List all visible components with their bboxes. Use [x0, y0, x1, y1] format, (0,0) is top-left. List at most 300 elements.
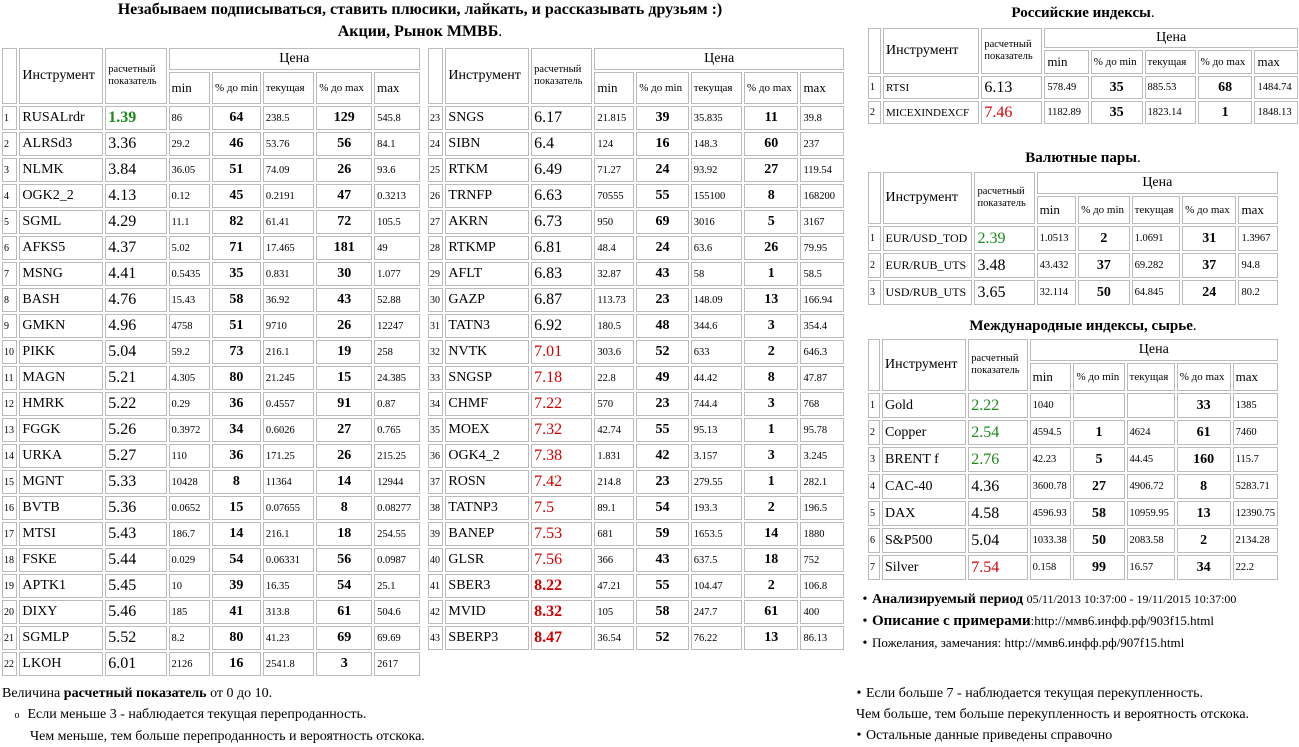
indicator-value: 5.22 — [105, 392, 166, 416]
pct-to-max: 1 — [744, 262, 798, 286]
col-price-header: Цена — [1044, 28, 1298, 48]
min-value: 0.158 — [1030, 555, 1072, 580]
col-indicator-header: расчетный показатель — [974, 172, 1034, 224]
row-number: 15 — [2, 470, 17, 494]
pct-to-min: 1 — [1073, 420, 1124, 445]
instrument-name: AFKS5 — [19, 236, 103, 260]
indicator-value: 3.84 — [105, 158, 166, 182]
min-value: 71.27 — [594, 158, 634, 182]
instrument-name: OGK2_2 — [19, 184, 103, 208]
row-number: 5 — [868, 501, 880, 526]
col-pct-max-header: % до max — [1198, 50, 1253, 74]
min-value: 570 — [594, 392, 634, 416]
row-number: 39 — [428, 522, 443, 546]
min-value: 2126 — [169, 652, 210, 676]
current-value: 0.07655 — [263, 496, 314, 520]
instrument-name: EUR/RUB_UTS — [883, 253, 973, 278]
instrument-name: HMRK — [19, 392, 103, 416]
current-value: 637.5 — [691, 548, 742, 572]
pct-to-max: 2 — [744, 574, 798, 598]
max-value: 69.69 — [374, 626, 420, 650]
min-value: 4594.5 — [1030, 420, 1072, 445]
instrument-name: SBER3 — [445, 574, 529, 598]
indicator-value: 8.22 — [531, 574, 592, 598]
indicator-value: 5.45 — [105, 574, 166, 598]
max-value: 1.077 — [374, 262, 420, 286]
pct-to-min: 48 — [636, 314, 688, 338]
indicator-value: 5.33 — [105, 470, 166, 494]
min-value: 8.2 — [169, 626, 210, 650]
wishes-link[interactable]: Пожелания, замечания: http://ммв6.инфф.рф/907f15.html — [872, 635, 1185, 650]
table-row — [2, 184, 420, 208]
fr-l3: Остальные данные приведены справочно — [866, 728, 1113, 743]
ru-indices-title: Российские индексы. — [1011, 5, 1155, 21]
row-number: 12 — [2, 392, 17, 416]
max-value: 168200 — [800, 184, 844, 208]
pct-to-min: 24 — [636, 158, 688, 182]
min-value: 180.5 — [594, 314, 634, 338]
table-row — [2, 366, 420, 390]
pct-to-min: 24 — [636, 236, 688, 260]
table-row — [868, 447, 1278, 472]
max-value: 0.08277 — [374, 496, 420, 520]
min-value: 0.12 — [169, 184, 210, 208]
row-number: 37 — [428, 470, 443, 494]
indicator-value: 6.63 — [531, 184, 592, 208]
indicator-value: 2.76 — [968, 447, 1027, 472]
header-row — [868, 28, 1298, 48]
fx-title: Валютные пары. — [1025, 150, 1141, 166]
max-value: 52.88 — [374, 288, 420, 312]
max-value: 768 — [800, 392, 844, 416]
desc-link[interactable]: :http://ммв6.инфф.рф/903f15.html — [1030, 613, 1215, 628]
footer-left-line2: o Если меньше 3 - наблюдается текущая перепроданность. — [14, 707, 367, 722]
table-row — [428, 236, 844, 260]
pct-to-max: 47 — [316, 184, 372, 208]
col-max-header: max — [1254, 50, 1298, 74]
min-value: 3600.78 — [1030, 474, 1072, 499]
min-value: 43.432 — [1037, 253, 1076, 278]
instrument-name: PIKK — [19, 340, 103, 364]
pct-to-max: 2 — [744, 496, 798, 520]
pct-to-max: 3 — [316, 652, 372, 676]
col-price-header: Цена — [169, 48, 420, 70]
col-pct-max-header: % до max — [744, 72, 798, 104]
min-value: 1.831 — [594, 444, 634, 468]
pct-to-min: 16 — [636, 132, 688, 156]
table-row — [868, 555, 1278, 580]
table-row — [428, 496, 844, 520]
current-value: 216.1 — [263, 522, 314, 546]
max-value: 0.0987 — [374, 548, 420, 572]
row-number: 19 — [2, 574, 17, 598]
pct-to-max: 14 — [316, 470, 372, 494]
pct-to-max: 129 — [316, 106, 372, 130]
max-value: 215.25 — [374, 444, 420, 468]
table-row — [868, 501, 1278, 526]
col-min-header: min — [594, 72, 634, 104]
pct-to-max: 14 — [744, 522, 798, 546]
instrument-name: FSKE — [19, 548, 103, 572]
pct-to-min: 23 — [636, 288, 688, 312]
pct-to-min: 50 — [1073, 528, 1124, 553]
indicator-value: 6.81 — [531, 236, 592, 260]
max-value: 1880 — [800, 522, 844, 546]
row-number: 2 — [2, 132, 17, 156]
current-value: 64.845 — [1132, 280, 1180, 305]
row-number: 11 — [2, 366, 17, 390]
table-row — [868, 76, 1298, 99]
current-value: 61.41 — [263, 210, 314, 234]
current-value: 16.35 — [263, 574, 314, 598]
max-value: 12390.75 — [1233, 501, 1278, 526]
pct-to-min: 43 — [636, 548, 688, 572]
stocks-table-right — [426, 46, 846, 652]
pct-to-min: 59 — [636, 522, 688, 546]
min-value: 1040 — [1030, 393, 1072, 418]
max-value: 354.4 — [800, 314, 844, 338]
pct-to-min: 80 — [212, 366, 261, 390]
fl-l1a: Величина — [2, 686, 64, 701]
pct-to-min: 99 — [1073, 555, 1124, 580]
col-max-header: max — [374, 72, 420, 104]
max-value: 196.5 — [800, 496, 844, 520]
row-number: 42 — [428, 600, 443, 624]
pct-to-min: 37 — [1078, 253, 1129, 278]
table-row — [2, 418, 420, 442]
current-value: 279.55 — [691, 470, 742, 494]
indicator-value: 6.83 — [531, 262, 592, 286]
max-value: 80.2 — [1238, 280, 1278, 305]
current-value: 4624 — [1127, 420, 1175, 445]
min-value: 48.4 — [594, 236, 634, 260]
indicator-value: 7.56 — [531, 548, 592, 572]
pct-to-max: 1 — [744, 470, 798, 494]
max-value: 119.54 — [800, 158, 844, 182]
pct-to-max: 27 — [744, 158, 798, 182]
row-number: 30 — [428, 288, 443, 312]
pct-to-min: 39 — [212, 574, 261, 598]
row-number: 4 — [2, 184, 17, 208]
table-row — [2, 262, 420, 286]
instrument-name: Silver — [882, 555, 966, 580]
table-row — [2, 158, 420, 182]
col-pct-max-header: % до max — [1182, 196, 1236, 224]
col-pct-min-header: % до min — [1078, 196, 1129, 224]
pct-to-min: 2 — [1078, 226, 1129, 251]
min-value: 86 — [169, 106, 210, 130]
footer-right-line1: • Если больше 7 - наблюдается текущая перекупленность. — [856, 686, 1204, 701]
table-row — [2, 574, 420, 598]
pct-to-min: 55 — [636, 574, 688, 598]
col-instrument-header: Инструмент — [883, 172, 973, 224]
pct-to-max: 181 — [316, 236, 372, 260]
row-number: 35 — [428, 418, 443, 442]
indicator-value: 6.13 — [981, 76, 1042, 99]
row-number: 20 — [2, 600, 17, 624]
current-value: 313.8 — [263, 600, 314, 624]
current-value: 238.5 — [263, 106, 314, 130]
min-value: 36.54 — [594, 626, 634, 650]
max-value: 400 — [800, 600, 844, 624]
row-number: 32 — [428, 340, 443, 364]
indicator-value: 5.43 — [105, 522, 166, 546]
pct-to-min: 51 — [212, 158, 261, 182]
min-value: 366 — [594, 548, 634, 572]
col-current-header: текущая — [1132, 196, 1180, 224]
row-number: 27 — [428, 210, 443, 234]
max-value: 7460 — [1233, 420, 1278, 445]
min-value: 0.3972 — [169, 418, 210, 442]
current-value: 885.53 — [1145, 76, 1196, 99]
pct-to-min: 58 — [1073, 501, 1124, 526]
min-value: 21.815 — [594, 106, 634, 130]
instrument-name: MGNT — [19, 470, 103, 494]
row-number: 25 — [428, 158, 443, 182]
pct-to-min: 35 — [212, 262, 261, 286]
instrument-name: LKOH — [19, 652, 103, 676]
pct-to-min: 23 — [636, 392, 688, 416]
pct-to-min: 27 — [1073, 474, 1124, 499]
row-number: 6 — [868, 528, 880, 553]
row-number: 36 — [428, 444, 443, 468]
max-value: 0.765 — [374, 418, 420, 442]
instrument-name: Copper — [882, 420, 966, 445]
wishes-note: • Пожелания, замечания: http://ммв6.инфф.рф/907f15.html — [862, 635, 1185, 651]
pct-to-max: 13 — [744, 626, 798, 650]
table-row — [428, 548, 844, 572]
min-value: 36.05 — [169, 158, 210, 182]
col-pct-min-header: % до min — [1073, 363, 1124, 391]
pct-to-min: 15 — [212, 496, 261, 520]
row-number: 4 — [868, 474, 880, 499]
current-value: 93.92 — [691, 158, 742, 182]
row-number: 41 — [428, 574, 443, 598]
min-value: 1.0513 — [1037, 226, 1076, 251]
col-pct-min-header: % до min — [212, 72, 261, 104]
footer-right-line2 — [852, 704, 1249, 725]
col-instrument-header: Инструмент — [882, 339, 966, 391]
current-value: 148.3 — [691, 132, 742, 156]
row-number: 7 — [868, 555, 880, 580]
col-current-header: текущая — [691, 72, 742, 104]
row-number: 3 — [2, 158, 17, 182]
col-instrument-header: Инструмент — [19, 48, 103, 104]
current-value: 0.831 — [263, 262, 314, 286]
max-value: 12247 — [374, 314, 420, 338]
row-number: 31 — [428, 314, 443, 338]
max-value: 94.8 — [1238, 253, 1278, 278]
indicator-value: 4.96 — [105, 314, 166, 338]
instrument-name: ALRSd3 — [19, 132, 103, 156]
pct-to-max: 8 — [744, 184, 798, 208]
pct-to-min: 23 — [636, 470, 688, 494]
footer-left-line1 — [2, 683, 425, 704]
indicator-value: 7.54 — [968, 555, 1027, 580]
col-price-header: Цена — [594, 48, 844, 70]
max-value: 545.8 — [374, 106, 420, 130]
max-value: 254.55 — [374, 522, 420, 546]
row-number: 17 — [2, 522, 17, 546]
max-value: 646.3 — [800, 340, 844, 364]
col-indicator-header: расчетный показатель — [981, 28, 1042, 74]
max-value: 86.13 — [800, 626, 844, 650]
instrument-name: APTK1 — [19, 574, 103, 598]
min-value: 578.49 — [1044, 76, 1088, 99]
instrument-name: RUSALrdr — [19, 106, 103, 130]
pct-to-min: 42 — [636, 444, 688, 468]
table-row — [428, 132, 844, 156]
current-value: 21.245 — [263, 366, 314, 390]
fl-l1b: расчетный показатель — [63, 686, 207, 701]
indicator-value: 1.39 — [105, 106, 166, 130]
indicator-value: 4.76 — [105, 288, 166, 312]
title-dot: . — [498, 23, 503, 40]
period-label: Анализируемый период — [872, 592, 1024, 607]
max-value: 24.385 — [374, 366, 420, 390]
pct-to-max: 5 — [744, 210, 798, 234]
table-row — [2, 288, 420, 312]
pct-to-max: 11 — [744, 106, 798, 130]
instrument-name: OGK4_2 — [445, 444, 529, 468]
min-value: 10428 — [169, 470, 210, 494]
indicator-value: 4.36 — [968, 474, 1027, 499]
footer-left — [2, 683, 425, 747]
instrument-name: SIBN — [445, 132, 529, 156]
col-max-header: max — [1238, 196, 1278, 224]
table-row — [428, 288, 844, 312]
fr-l1: Если больше 7 - наблюдается текущая перекупленность. — [866, 686, 1204, 701]
header-line1: Незабываем подписываться, ставить плюсики, лайкать, и рассказывать друзьям :) — [117, 1, 723, 18]
min-value: 10 — [169, 574, 210, 598]
current-value: 16.57 — [1127, 555, 1175, 580]
row-number: 2 — [868, 420, 880, 445]
pct-to-max: 1 — [1198, 101, 1253, 124]
max-value: 115.7 — [1233, 447, 1278, 472]
pct-to-max: 13 — [744, 288, 798, 312]
pct-to-max: 26 — [316, 444, 372, 468]
instrument-name: BASH — [19, 288, 103, 312]
row-number: 24 — [428, 132, 443, 156]
instrument-name: GAZP — [445, 288, 529, 312]
pct-to-min: 80 — [212, 626, 261, 650]
instrument-name: RTKM — [445, 158, 529, 182]
min-value: 0.0652 — [169, 496, 210, 520]
col-num-header — [868, 172, 881, 224]
min-value: 1033.38 — [1030, 528, 1072, 553]
current-value — [1127, 393, 1175, 418]
table-row — [428, 158, 844, 182]
indicator-value: 5.36 — [105, 496, 166, 520]
period-value: 05/11/2013 10:37:00 - 19/11/2015 10:37:00 — [1026, 592, 1237, 606]
table-row — [428, 106, 844, 130]
pct-to-max: 56 — [316, 132, 372, 156]
table-row — [428, 210, 844, 234]
pct-to-max: 13 — [1177, 501, 1231, 526]
current-value: 104.47 — [691, 574, 742, 598]
col-indicator-header: расчетный показатель — [968, 339, 1027, 391]
min-value: 70555 — [594, 184, 634, 208]
min-value: 22.8 — [594, 366, 634, 390]
min-value: 950 — [594, 210, 634, 234]
current-value: 744.4 — [691, 392, 742, 416]
indicator-value: 7.18 — [531, 366, 592, 390]
max-value: 1848.13 — [1254, 101, 1298, 124]
pct-to-max: 72 — [316, 210, 372, 234]
table-row — [2, 106, 420, 130]
current-value: 69.282 — [1132, 253, 1180, 278]
current-value: 36.92 — [263, 288, 314, 312]
indicator-value: 4.13 — [105, 184, 166, 208]
max-value: 282.1 — [800, 470, 844, 494]
row-number: 16 — [2, 496, 17, 520]
current-value: 10959.95 — [1127, 501, 1175, 526]
current-value: 193.3 — [691, 496, 742, 520]
col-current-header: текущая — [263, 72, 314, 104]
intl-title: Международные индексы, сырье. — [969, 318, 1197, 334]
max-value: 3.245 — [800, 444, 844, 468]
max-value: 0.3213 — [374, 184, 420, 208]
pct-to-min: 51 — [212, 314, 261, 338]
max-value: 2134.28 — [1233, 528, 1278, 553]
current-value: 171.25 — [263, 444, 314, 468]
pct-to-max: 18 — [744, 548, 798, 572]
col-indicator-header: расчетный показатель — [531, 48, 592, 104]
instrument-name: USD/RUB_UTS — [883, 280, 973, 305]
pct-to-min: 64 — [212, 106, 261, 130]
pct-to-max: 68 — [1198, 76, 1253, 99]
instrument-name: MAGN — [19, 366, 103, 390]
instrument-name: MVID — [445, 600, 529, 624]
min-value: 681 — [594, 522, 634, 546]
max-value: 237 — [800, 132, 844, 156]
pct-to-min: 54 — [212, 548, 261, 572]
max-value: 22.2 — [1233, 555, 1278, 580]
min-value: 32.87 — [594, 262, 634, 286]
min-value: 105 — [594, 600, 634, 624]
pct-to-min: 36 — [212, 444, 261, 468]
table-row — [2, 314, 420, 338]
pct-to-min: 35 — [1091, 76, 1143, 99]
ru-indices-title-text: Российские индексы — [1011, 5, 1151, 21]
instrument-name: SBERP3 — [445, 626, 529, 650]
pct-to-max: 26 — [316, 158, 372, 182]
min-value: 303.6 — [594, 340, 634, 364]
indicator-value: 5.04 — [968, 528, 1027, 553]
min-value: 0.5435 — [169, 262, 210, 286]
instrument-name: RTKMP — [445, 236, 529, 260]
indicator-value: 7.42 — [531, 470, 592, 494]
min-value: 214.8 — [594, 470, 634, 494]
stocks-table-left — [0, 46, 422, 678]
row-number: 2 — [868, 253, 881, 278]
pct-to-max: 19 — [316, 340, 372, 364]
pct-to-min: 36 — [212, 392, 261, 416]
pct-to-min: 41 — [212, 600, 261, 624]
instrument-name: TATN3 — [445, 314, 529, 338]
fl-l3: Чем меньше, тем больше перепроданность и вероятность отскока. — [30, 729, 425, 744]
indicator-value: 5.26 — [105, 418, 166, 442]
row-number: 13 — [2, 418, 17, 442]
current-value: 44.42 — [691, 366, 742, 390]
indicator-value: 3.36 — [105, 132, 166, 156]
pct-to-min: 58 — [636, 600, 688, 624]
pct-to-max: 37 — [1182, 253, 1236, 278]
current-value: 0.4557 — [263, 392, 314, 416]
current-value: 1.0691 — [1132, 226, 1180, 251]
current-value: 3.157 — [691, 444, 742, 468]
instrument-name: Gold — [882, 393, 966, 418]
